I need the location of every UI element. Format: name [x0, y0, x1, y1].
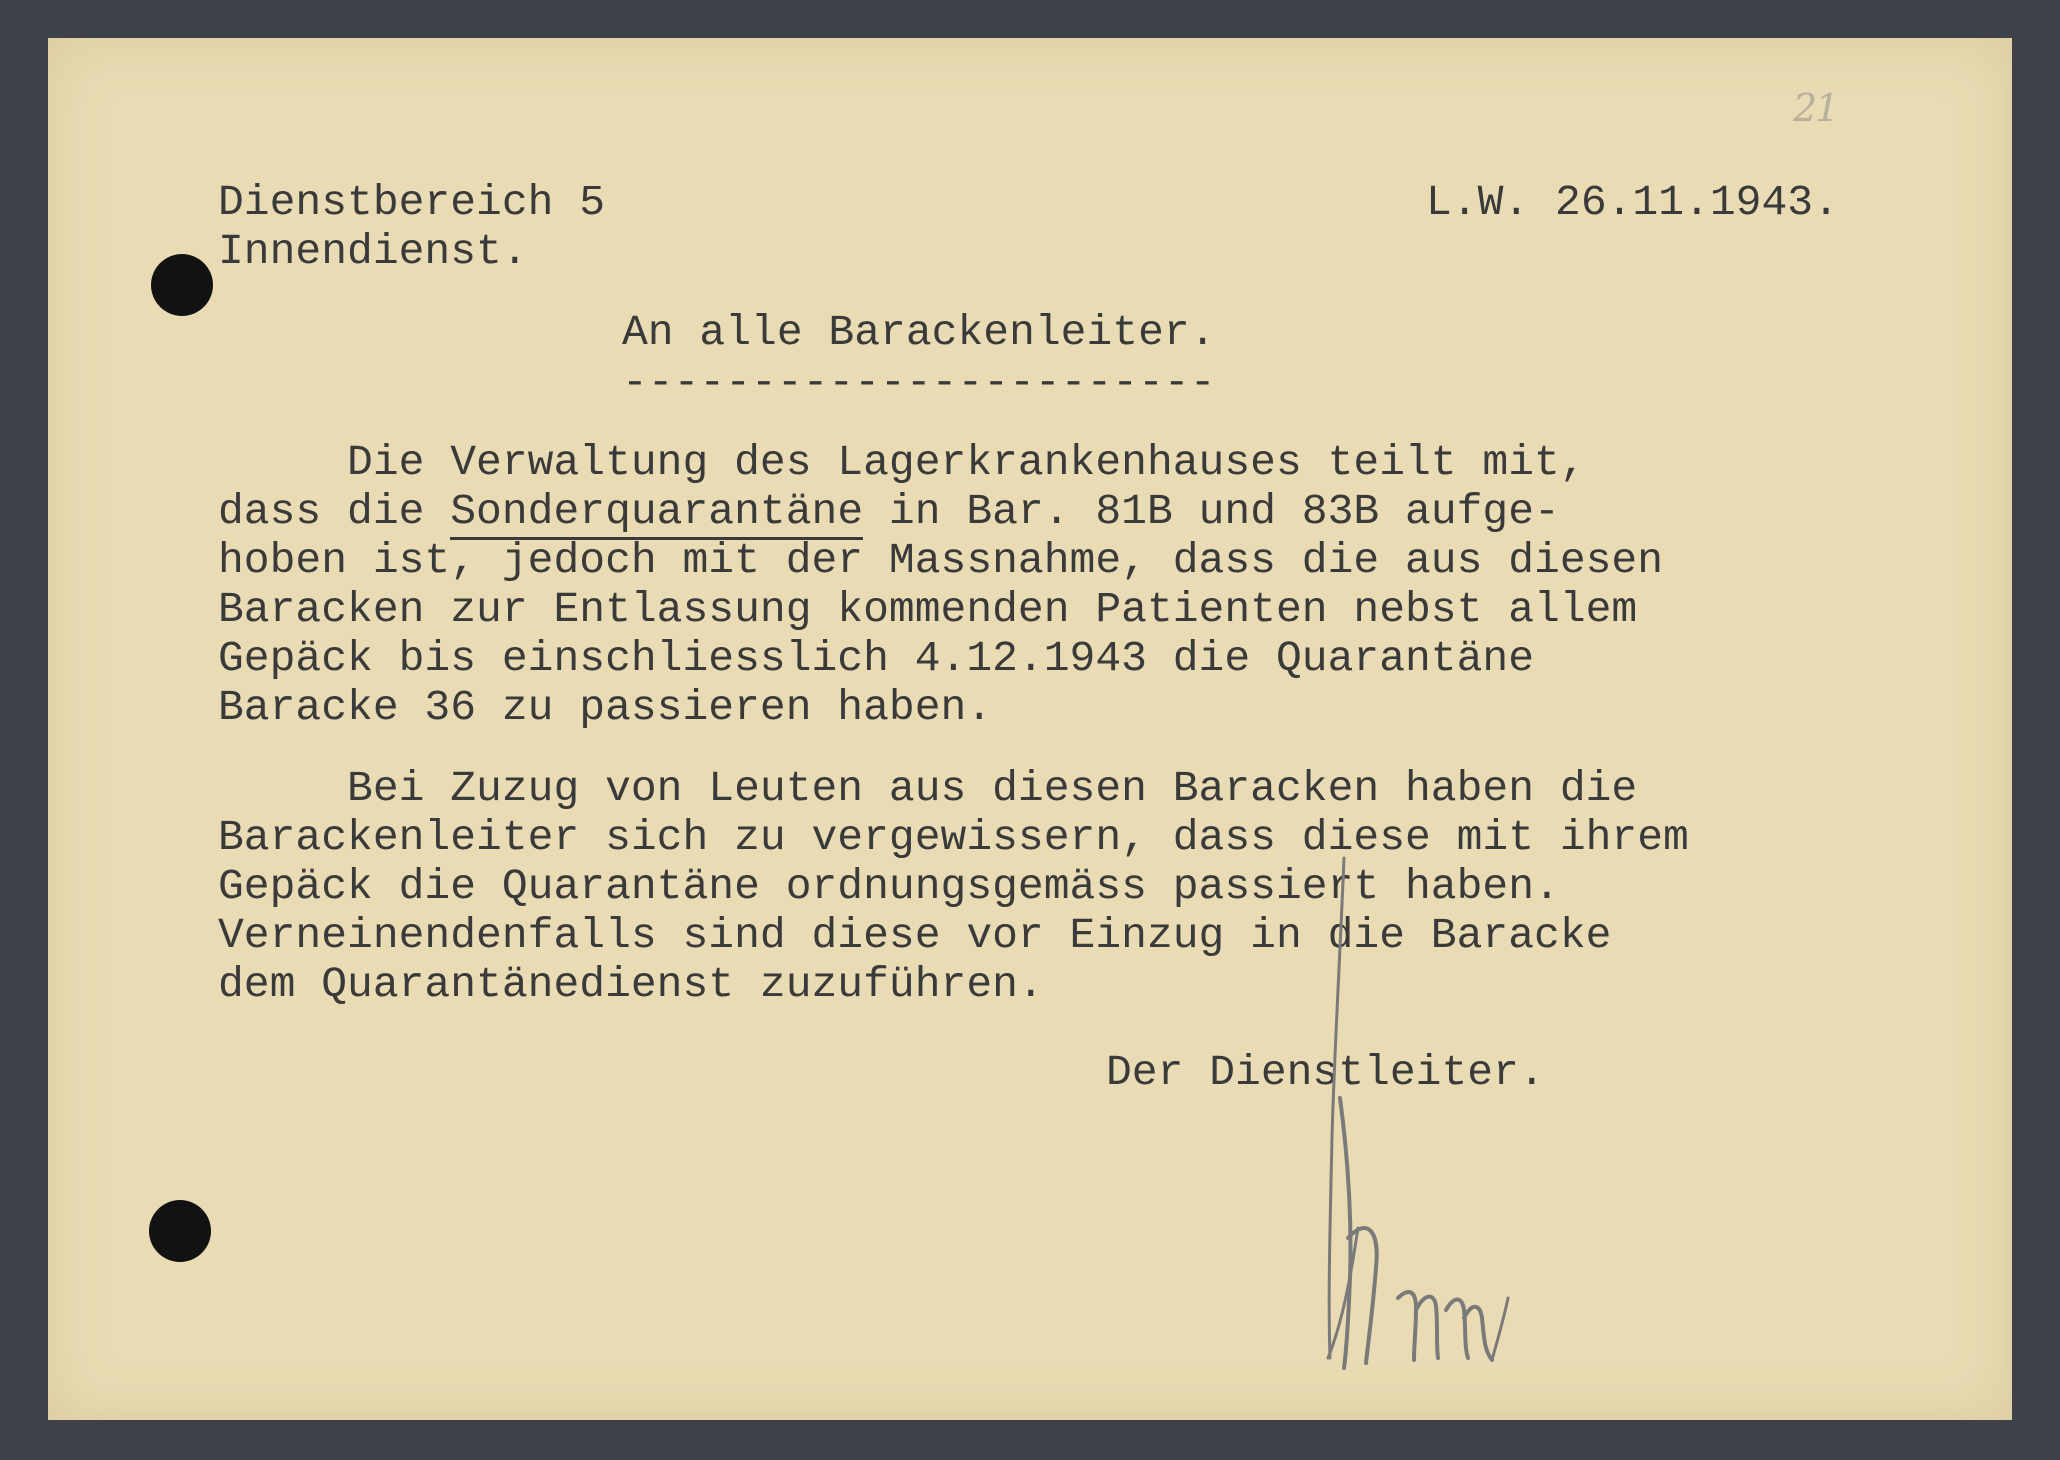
memo-card — [48, 38, 2012, 1420]
punch-hole-top — [151, 254, 213, 316]
p2-line-1: Bei Zuzug von Leuten aus diesen Baracken haben die — [218, 764, 1638, 813]
memo-title: An alle Barackenleiter. — [622, 308, 1216, 357]
p2-line-3: Gepäck die Quarantäne ordnungsgemäss passiert haben. — [218, 862, 1560, 911]
pencil-page-mark: 21 — [1793, 86, 1838, 130]
p2-line-4: Verneinendenfalls sind diese vor Einzug in die Baracke — [218, 911, 1612, 960]
p1-line-5: Gepäck bis einschliesslich 4.12.1943 die Quarantäne — [218, 634, 1535, 683]
punch-hole-bottom — [149, 1200, 211, 1262]
p1-line-4: Baracken zur Entlassung kommenden Patienten nebst allem — [218, 585, 1638, 634]
p2-line-2: Barackenleiter sich zu vergewissern, dass diese mit ihrem — [218, 813, 1689, 862]
sender-block — [218, 178, 605, 276]
title-underline: ----------------------- — [622, 358, 1216, 407]
p2-line-5: dem Quarantänedienst zuzuführen. — [218, 960, 1044, 1009]
paragraph-1 — [218, 438, 1663, 732]
p1-line-6: Baracke 36 zu passieren haben. — [218, 683, 993, 732]
department-line: Dienstbereich 5 — [218, 178, 606, 227]
closing-line: Der Dienstleiter. — [1106, 1048, 1545, 1097]
place-date: L.W. 26.11.1943. — [1426, 178, 1839, 227]
p1-line-2-start: dass die — [218, 487, 451, 536]
p1-line-2-end: in Bar. 81B und 83B aufge- — [863, 487, 1560, 536]
handwritten-signature — [1248, 798, 1588, 1388]
p1-line-3: hoben ist, jedoch mit der Massnahme, dass die aus diesen — [218, 536, 1664, 585]
p1-line-1: Die Verwaltung des Lagerkrankenhauses teilt mit, — [218, 438, 1586, 487]
section-line: Innendienst. — [218, 227, 528, 276]
p1-underlined-term: Sonderquarantäne — [450, 487, 863, 540]
